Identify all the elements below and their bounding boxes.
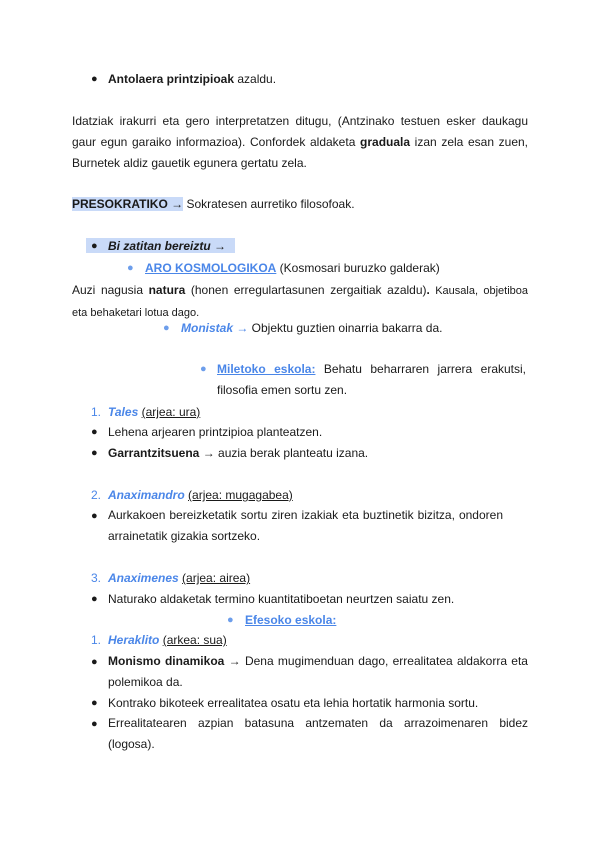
bullet-antolaera bbox=[108, 72, 276, 86]
text: izan zela esan zuen, Burnetek aldiz gauetik egunera gertatu zela. bbox=[72, 135, 528, 170]
philosopher-name: Anaximandro bbox=[108, 488, 185, 502]
bold-text: . bbox=[426, 283, 430, 297]
bullet-heraklito-1 bbox=[108, 651, 528, 693]
text: Kontrako bikoteek errealitatea osatu eta lehia hortatik harmonia sortu. bbox=[108, 696, 479, 710]
small-text: Kausala, objetiboa eta behaketari lotua dago. bbox=[72, 285, 528, 319]
bullet-icon: ● bbox=[127, 262, 134, 274]
text: Lehena arjearen printzipioa planteatzen. bbox=[108, 425, 323, 439]
bullet-icon: ● bbox=[91, 447, 98, 459]
bullet-heraklito-2 bbox=[108, 696, 478, 710]
arje-note: (arjea: airea) bbox=[182, 571, 251, 585]
bullet-anaximenes-1 bbox=[108, 592, 454, 606]
intro-paragraph bbox=[72, 111, 528, 174]
text: Idatziak irakurri eta gero interpretatzen ditugu, (Antzinako testuen esker daukagu gaur egun garaiko informazioa). Confordek aldaketa bbox=[72, 114, 528, 149]
philosopher-tales bbox=[108, 405, 200, 419]
text: Errealitatearen azpian batasuna antzematen da arrazoimenaren bidez (logosa). bbox=[108, 716, 528, 751]
bullet-icon: ● bbox=[91, 240, 98, 252]
text: (honen erregulartasunen zergaitiak azaldu) bbox=[185, 283, 427, 297]
bullet-tales-2 bbox=[108, 446, 368, 460]
arje-note: (arkea: sua) bbox=[162, 633, 227, 647]
list-number: 1. bbox=[91, 633, 102, 647]
efesoko-eskola-link[interactable]: Efesoko eskola: bbox=[245, 613, 337, 627]
text: Objektu guztien oinarria bakarra da. bbox=[248, 321, 443, 335]
text: Behatu beharraren jarrera erakutsi, filosofia emen sortu zen. bbox=[217, 362, 526, 397]
arje-note: (arjea: ura) bbox=[141, 405, 201, 419]
bullet-efesoko-eskola bbox=[245, 613, 336, 627]
philosopher-name: Tales bbox=[108, 405, 139, 419]
bullet-monistak bbox=[181, 321, 442, 335]
bold-text: Garrantzitsuena bbox=[108, 446, 200, 460]
bullet-miletoko-eskola bbox=[217, 359, 526, 401]
philosopher-name: Anaximenes bbox=[108, 571, 179, 585]
bullet-icon: ● bbox=[91, 718, 98, 730]
bold-text: Antolaera printzipioak bbox=[108, 72, 235, 86]
text: Sokratesen aurretiko filosofoak. bbox=[183, 197, 355, 211]
miletoko-eskola-link[interactable]: Miletoko eskola: bbox=[217, 362, 316, 376]
text: (Kosmosari buruzko galderak) bbox=[276, 261, 440, 275]
bold-italic-text: Bi zatitan bereiztu → bbox=[108, 239, 227, 253]
philosopher-heraklito bbox=[108, 633, 227, 647]
bold-text: graduala bbox=[360, 135, 411, 149]
bullet-icon: ● bbox=[91, 510, 98, 522]
bold-text: natura bbox=[148, 283, 186, 297]
bullet-heraklito-3 bbox=[108, 713, 528, 755]
bullet-icon: ● bbox=[227, 614, 234, 626]
bullet-icon: ● bbox=[91, 426, 98, 438]
auzi-paragraph bbox=[72, 280, 528, 324]
text: Aurkakoen bereizketatik sortu ziren izakiak eta buztinetik bizitza, ondoren arrainetatik gizakia sortzeko. bbox=[108, 508, 503, 543]
philosopher-anaximenes bbox=[108, 571, 250, 585]
philosopher-name: Heraklito bbox=[108, 633, 160, 647]
text: Naturako aldaketak termino kuantitatiboetan neurtzen saiatu zen. bbox=[108, 592, 455, 606]
bullet-tales-1 bbox=[108, 425, 322, 439]
bullet-icon: ● bbox=[200, 363, 207, 375]
bullet-icon: ● bbox=[91, 656, 98, 668]
arje-note: (arjea: mugagabea) bbox=[188, 488, 293, 502]
text: azaldu. bbox=[234, 72, 277, 86]
list-number: 3. bbox=[91, 571, 102, 585]
bullet-aro-kosmologikoa bbox=[145, 261, 440, 275]
text: Auzi nagusia bbox=[72, 283, 149, 297]
bullet-anaximandro-1 bbox=[108, 505, 503, 547]
monistak-term: Monistak → bbox=[181, 321, 249, 335]
text: → auzia berak planteatu izana. bbox=[199, 446, 369, 460]
bullet-bi-zatitan bbox=[108, 239, 226, 253]
presokratiko-definition bbox=[72, 197, 355, 211]
list-number: 1. bbox=[91, 405, 102, 419]
text: → Dena mugimenduan dago, errealitatea aldakorra eta polemikoa da. bbox=[108, 654, 528, 689]
highlighted-term: PRESOKRATIKO → bbox=[72, 197, 184, 211]
list-number: 2. bbox=[91, 488, 102, 502]
bullet-icon: ● bbox=[163, 322, 170, 334]
bullet-icon: ● bbox=[91, 697, 98, 709]
philosopher-anaximandro bbox=[108, 488, 293, 502]
aro-kosmologikoa-link[interactable]: ARO KOSMOLOGIKOA bbox=[145, 261, 277, 275]
bold-text: Monismo dinamikoa bbox=[108, 654, 225, 668]
bullet-icon: ● bbox=[91, 73, 98, 85]
bullet-icon: ● bbox=[91, 593, 98, 605]
